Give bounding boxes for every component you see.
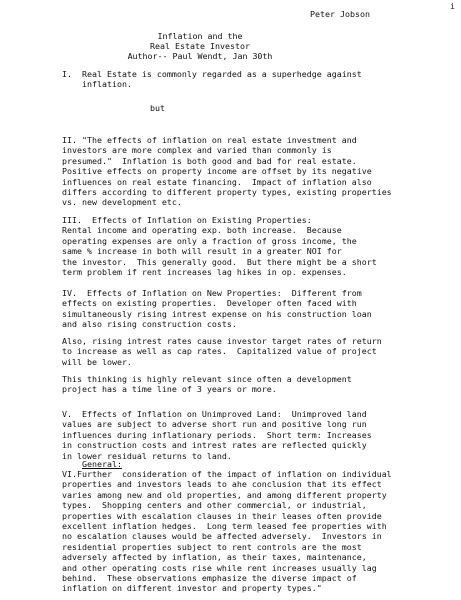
section-3 [62, 215, 457, 277]
section-5 [62, 409, 457, 461]
text-line: behind. These observations emphasize the diverse impact of [62, 573, 357, 584]
title-line-1: Inflation and the [157, 31, 243, 41]
text-line: adversely affected by inflation, as their taxes, maintenance, [62, 552, 367, 563]
text-line: Also, rising intrest rates cause investor target rates of return [62, 336, 382, 346]
text-line: VI.Further consideration of the impact of inflation on individual [62, 469, 392, 479]
section-4-paragraph-2 [62, 336, 457, 367]
section-4-paragraph-3 [62, 374, 457, 395]
text-line: types. Shopping centers and other commercial, or industrial, [62, 500, 367, 511]
text-line: excellent inflation hedges. Long term leased fee properties with [62, 521, 387, 532]
text-line: and other operating costs rise while rent increases usually lag [62, 562, 377, 573]
section-6 [62, 469, 457, 594]
general-label [82, 459, 162, 469]
corner-mark: i [450, 2, 455, 11]
text-line: in lower residual returns to land. [62, 450, 232, 461]
text-line: I. Real Estate is commonly regarded as a superhedge against [62, 69, 362, 79]
text-line: Positive effects on property income are offset by its negative [62, 166, 372, 177]
text-line: inflation. [62, 79, 132, 90]
section-4-heading: IV. Effects of Inflation on New Properties: Different from [62, 288, 362, 298]
text-line: in construction costs and intrest rates are reflected quickly [62, 440, 367, 451]
text-line: presumed." Inflation is both good and bad for real estate. [62, 155, 357, 166]
text-line: This thinking is highly relevant since often a development [62, 374, 352, 384]
text-line: will be lower. [62, 356, 132, 367]
text-line: investors are more complex and varied than commonly is [62, 145, 332, 156]
text-line: same % increase in both will result in a greater NOI for [62, 246, 342, 257]
title-line-2: Real Estate Investor [150, 41, 250, 51]
text-line: simultaneously rising intrest expense on his construction loan [62, 308, 372, 319]
text-line: operating expenses are only a fraction of gross income, the [62, 235, 357, 246]
text-line: no escalation clauses would be affected adversely. Investors in [62, 531, 382, 542]
text-line: influences during inflationary periods. Short term: Increases [62, 429, 372, 440]
section-4 [62, 288, 457, 330]
text-line: project has a time line of 3 years or more. [62, 384, 277, 395]
text-line: and also rising construction costs. [62, 319, 237, 330]
text-line: influences on real estate financing. Impact of inflation also [62, 176, 372, 187]
text-line: inflation on different investor and property types." [62, 583, 322, 594]
text-line: differs according to different property types, existing properties [62, 187, 392, 198]
section-5-heading: V. Effects of Inflation on Unimproved Land: Unimproved land [62, 409, 367, 419]
text-line: the investor. This generally good. But there might be a short [62, 256, 377, 267]
but-word: but [150, 103, 165, 113]
section-1 [62, 69, 457, 90]
text-line: varies among new and old properties, and among different property [62, 489, 387, 500]
text-line: residential properties subject to rent controls are the most [62, 541, 362, 552]
text-line: properties with escalation clauses in their leases often provide [62, 510, 382, 521]
text-line: II. "The effects of inflation on real estate investment and [62, 135, 357, 145]
text-line: to increase as well as cap rates. Capitalized value of project [62, 346, 377, 357]
general-label-text: General: [82, 459, 122, 469]
text-line: values are subject to adverse short run and positive long run [62, 419, 367, 430]
section-3-heading: III. Effects of Inflation on Existing Properties: [62, 215, 312, 225]
text-line: term problem if rent increases lag hikes in op. expenses. [62, 267, 347, 278]
text-line: effects on existing properties. Developer often faced with [62, 298, 357, 309]
title-line-3: Author-- Paul Wendt, Jan 30th [127, 51, 273, 61]
text-line: vs. new development etc. [62, 197, 182, 208]
section-2 [62, 135, 457, 208]
text-line: properties and investors leads to ahe conclusion that its effect [62, 479, 382, 490]
text-line: Rental income and operating exp. both increase. Because [62, 225, 342, 236]
author-name: Peter Jobson [310, 9, 370, 19]
